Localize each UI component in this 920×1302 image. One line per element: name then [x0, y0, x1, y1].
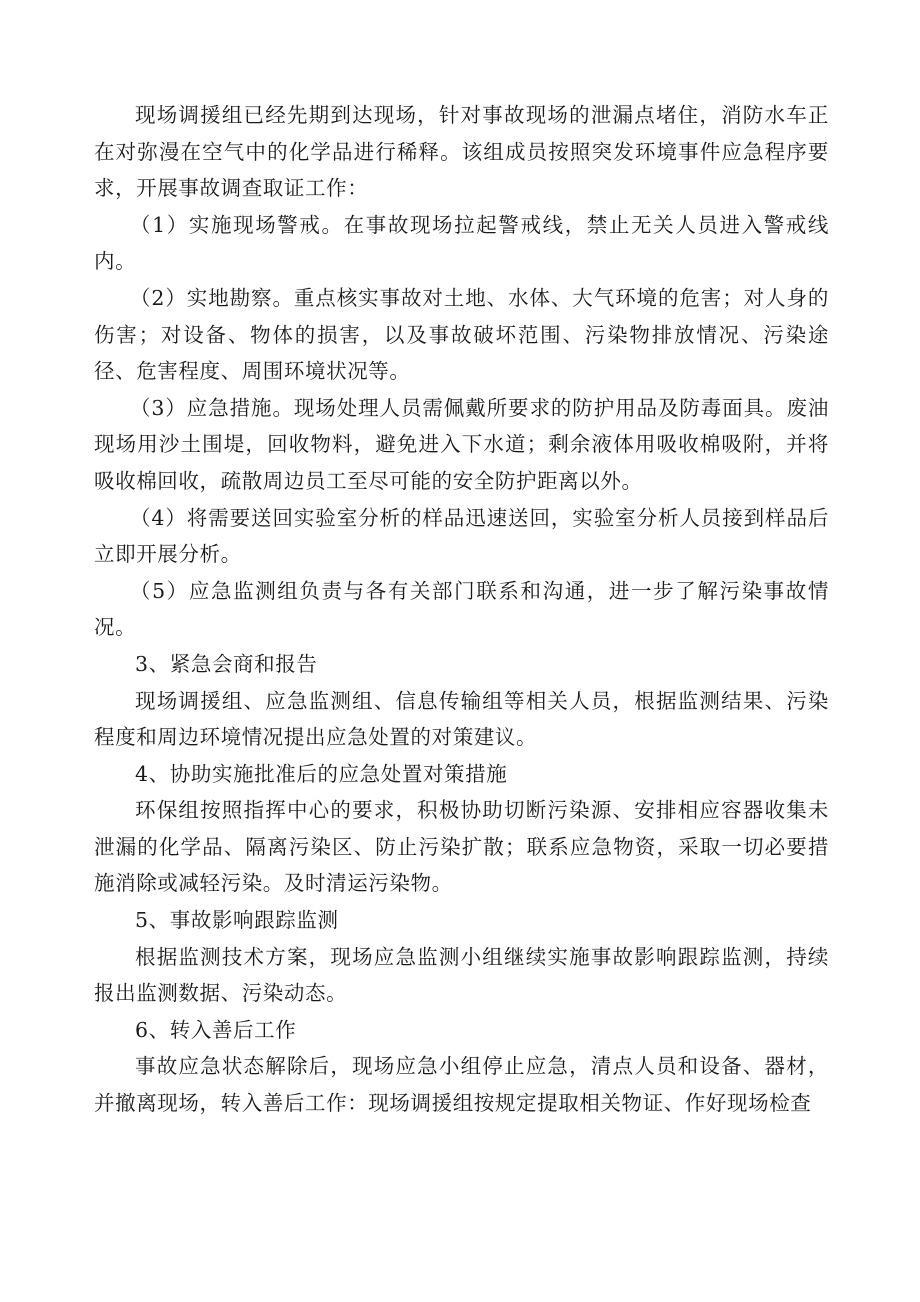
section-heading-6: 6、转入善后工作: [135, 1017, 297, 1042]
paragraph-section-4: 环保组按照指挥中心的要求，积极协助切断污染源、安排相应容器收集未泄漏的化学品、隔离污染区、防止污染扩散；联系应急物资，采取一切必要措施消除或减轻污染。及时清运污染物。: [94, 798, 829, 896]
paragraph-item-1: （1）实施现场警戒。在事故现场拉起警戒线，禁止无关人员进入警戒线内。: [94, 212, 829, 274]
paragraph-section-6: 事故应急状态解除后，现场应急小组停止应急，清点人员和设备、器材，并撤离现场，转入善后工作：现场调援组按规定提取相关物证、作好现场检查: [94, 1054, 829, 1116]
section-heading-4: 4、协助实施批准后的应急处置对策措施: [135, 761, 508, 786]
document-body: [94, 97, 829, 1122]
section-heading-5: 5、事故影响跟踪监测: [135, 908, 339, 933]
paragraph-item-2: （2）实地勘察。重点核实事故对土地、水体、大气环境的危害；对人身的伤害；对设备、物体的损害，以及事故破坏范围、污染物排放情况、污染途径、危害程度、周围环境状况等。: [94, 285, 829, 384]
paragraph-section-3: 现场调援组、应急监测组、信息传输组等相关人员，根据监测结果、污染程度和周边环境情况提出应急处置的对策建议。: [94, 688, 829, 750]
section-heading-3: 3、紧急会商和报告: [135, 651, 318, 676]
paragraph-section-5: 根据监测技术方案，现场应急监测小组继续实施事故影响跟踪监测，持续报出监测数据、污染动态。: [94, 944, 829, 1006]
paragraph-item-4: （4）将需要送回实验室分析的样品迅速送回，实验室分析人员接到样品后立即开展分析。: [94, 505, 829, 567]
paragraph-item-5: （5）应急监测组负责与各有关部门联系和沟通，进一步了解污染事故情况。: [94, 578, 829, 640]
paragraph-intro: 现场调援组已经先期到达现场，针对事故现场的泄漏点堵住，消防水车正在对弥漫在空气中的化学品进行稀释。该组成员按照突发环境事件应急程序要求，开展事故调查取证工作：: [94, 103, 829, 201]
paragraph-item-3: （3）应急措施。现场处理人员需佩戴所要求的防护用品及防毒面具。废油现场用沙土围堤，回收物料，避免进入下水道；剩余液体用吸收棉吸附，并将吸收棉回收，疏散周边员工至尽可能的安全防护距离以外。: [94, 395, 829, 493]
